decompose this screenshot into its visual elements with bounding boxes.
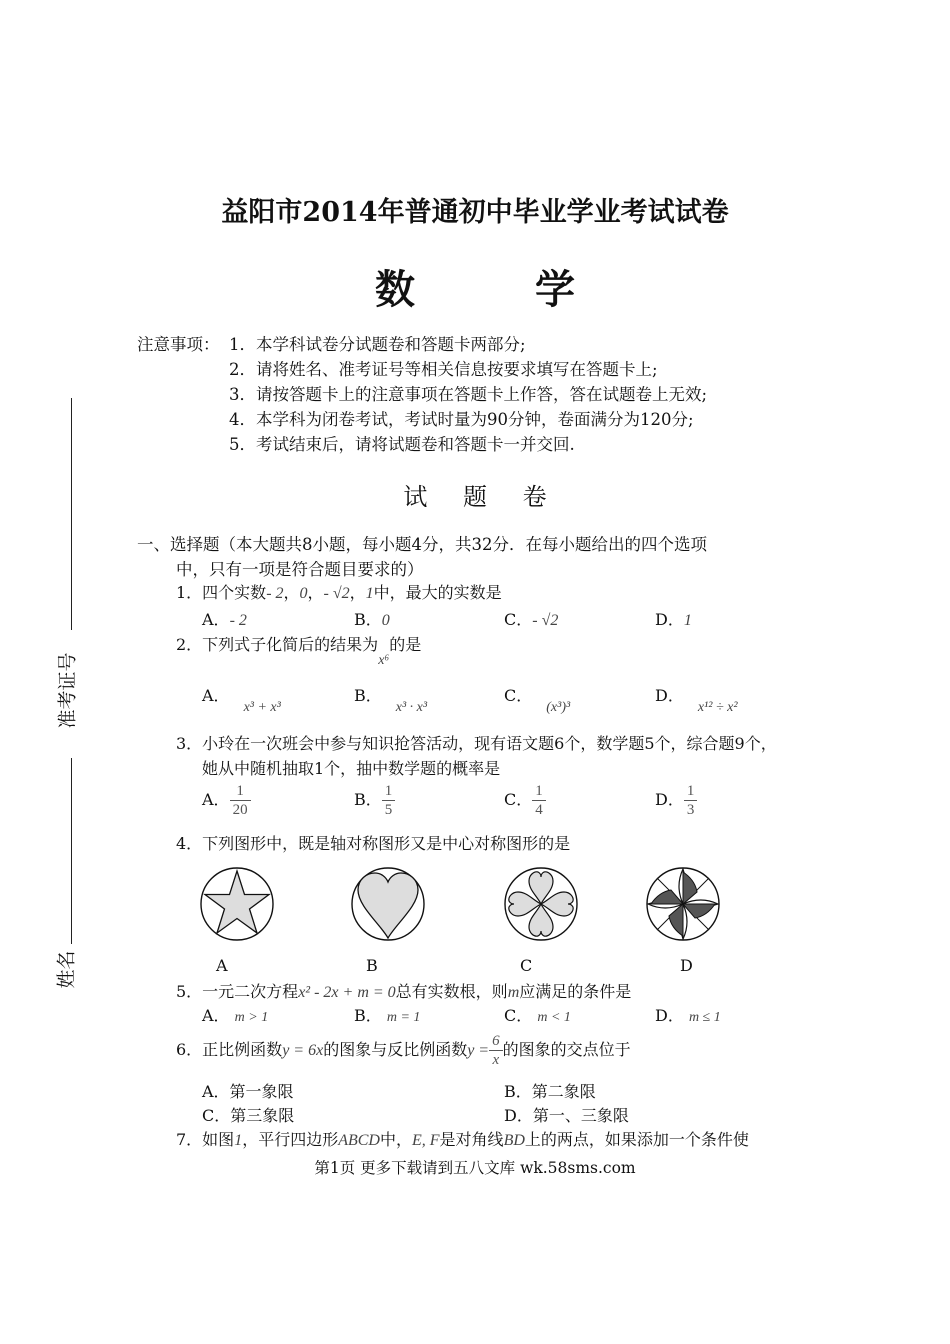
q3-option-a: A． $\frac{1}{20}$ bbox=[202, 782, 251, 819]
q5-stem: 5．一元二次方程x² - 2x + m = 0总有实数根，则m应满足的条件是 bbox=[176, 982, 632, 1001]
q7-stem: 7．如图1，平行四边形ABCD中，E, F是对角线BD上的两点，如果添加一个条件使 bbox=[176, 1130, 749, 1149]
note-item: 5．考试结束后，请将试题卷和答题卡一并交回. bbox=[229, 435, 575, 454]
q5-option-b: B． m = 1 bbox=[354, 1006, 421, 1025]
note-item: 4．本学科为闭卷考试，考试时量为90分钟，卷面满分为120分; bbox=[229, 410, 694, 429]
q6-stem: 6．正比例函数y = 6x的图象与反比例函数y = $\frac{6}{x}$ 的图象的交点位于 bbox=[176, 1033, 631, 1068]
figure-a-star bbox=[199, 866, 275, 942]
q6-option-d: D．第一、三象限 bbox=[504, 1106, 629, 1125]
section-title: 试 题 卷 bbox=[403, 483, 561, 511]
q1-option-d: D．1 bbox=[655, 610, 692, 629]
name-label: 姓名 bbox=[55, 950, 78, 989]
figure-label-a: A bbox=[216, 956, 228, 975]
q3-option-b: B． $\frac{1}{5}$ bbox=[354, 782, 395, 819]
page-footer: 第1页 更多下载请到五八文库 wk.58sms.com bbox=[314, 1159, 636, 1177]
q5-option-c: C． m < 1 bbox=[504, 1006, 571, 1025]
name-line bbox=[71, 758, 72, 944]
figure-label-c: C bbox=[520, 956, 533, 975]
q3-option-d: D． $\frac{1}{3}$ bbox=[655, 782, 697, 819]
figure-c-four-hearts bbox=[503, 866, 579, 942]
part1-heading-cont: 中，只有一项是符合题目要求的） bbox=[176, 560, 424, 579]
q3-stem: 3．小玲在一次班会中参与知识抢答活动，现有语文题6个，数学题5个，综合题9个， bbox=[176, 734, 777, 753]
q2-stem: 2．下列式子化简后的结果为x⁶的是 bbox=[176, 635, 422, 668]
note-item: 1．本学科试卷分试题卷和答题卡两部分; bbox=[229, 335, 526, 354]
note-item: 2．请将姓名、准考证号等相关信息按要求填写在答题卡上; bbox=[229, 360, 658, 379]
q3-option-c: C． $\frac{1}{4}$ bbox=[504, 782, 546, 819]
q3-stem-cont: 她从中随机抽取1个，抽中数学题的概率是 bbox=[202, 759, 501, 778]
figure-label-d: D bbox=[680, 956, 693, 975]
q2-option-a: A．x³ + x³ bbox=[202, 686, 281, 715]
q2-option-b: B．x³ · x³ bbox=[354, 686, 428, 715]
q5-option-d: D． m ≤ 1 bbox=[655, 1006, 721, 1025]
q2-option-c: C．(x³)³ bbox=[504, 686, 571, 715]
q2-option-d: D．x¹² ÷ x² bbox=[655, 686, 738, 715]
q4-stem: 4．下列图形中，既是轴对称图形又是中心对称图形的是 bbox=[176, 834, 571, 853]
q5-option-a: A． m > 1 bbox=[202, 1006, 269, 1025]
q1-option-c: C．- √2 bbox=[504, 610, 559, 629]
q6-option-a: A．第一象限 bbox=[202, 1082, 294, 1101]
exam-id-line bbox=[71, 398, 72, 630]
q6-option-c: C．第三象限 bbox=[202, 1106, 295, 1125]
part1-heading: 一、选择题（本大题共8小题，每小题4分，共32分．在每小题给出的四个选项 bbox=[137, 535, 707, 554]
q1-option-b: B．0 bbox=[354, 610, 390, 629]
figure-d-pinwheel bbox=[645, 866, 721, 942]
notes-label: 注意事项： bbox=[137, 335, 220, 354]
figure-b-heart bbox=[350, 866, 426, 942]
q1-option-a: A．- 2 bbox=[202, 610, 247, 629]
exam-title: 益阳市2014年普通初中毕业学业考试试卷 bbox=[221, 197, 729, 228]
q6-option-b: B．第二象限 bbox=[504, 1082, 596, 1101]
subject-title: 数 学 bbox=[375, 266, 615, 313]
q1-stem: 1．四个实数- 2，0，- √2，1中，最大的实数是 bbox=[176, 583, 502, 602]
exam-id-label: 准考证号 bbox=[56, 652, 79, 729]
note-item: 3．请按答题卡上的注意事项在答题卡上作答，答在试题卷上无效; bbox=[229, 385, 708, 404]
figure-label-b: B bbox=[366, 956, 378, 975]
